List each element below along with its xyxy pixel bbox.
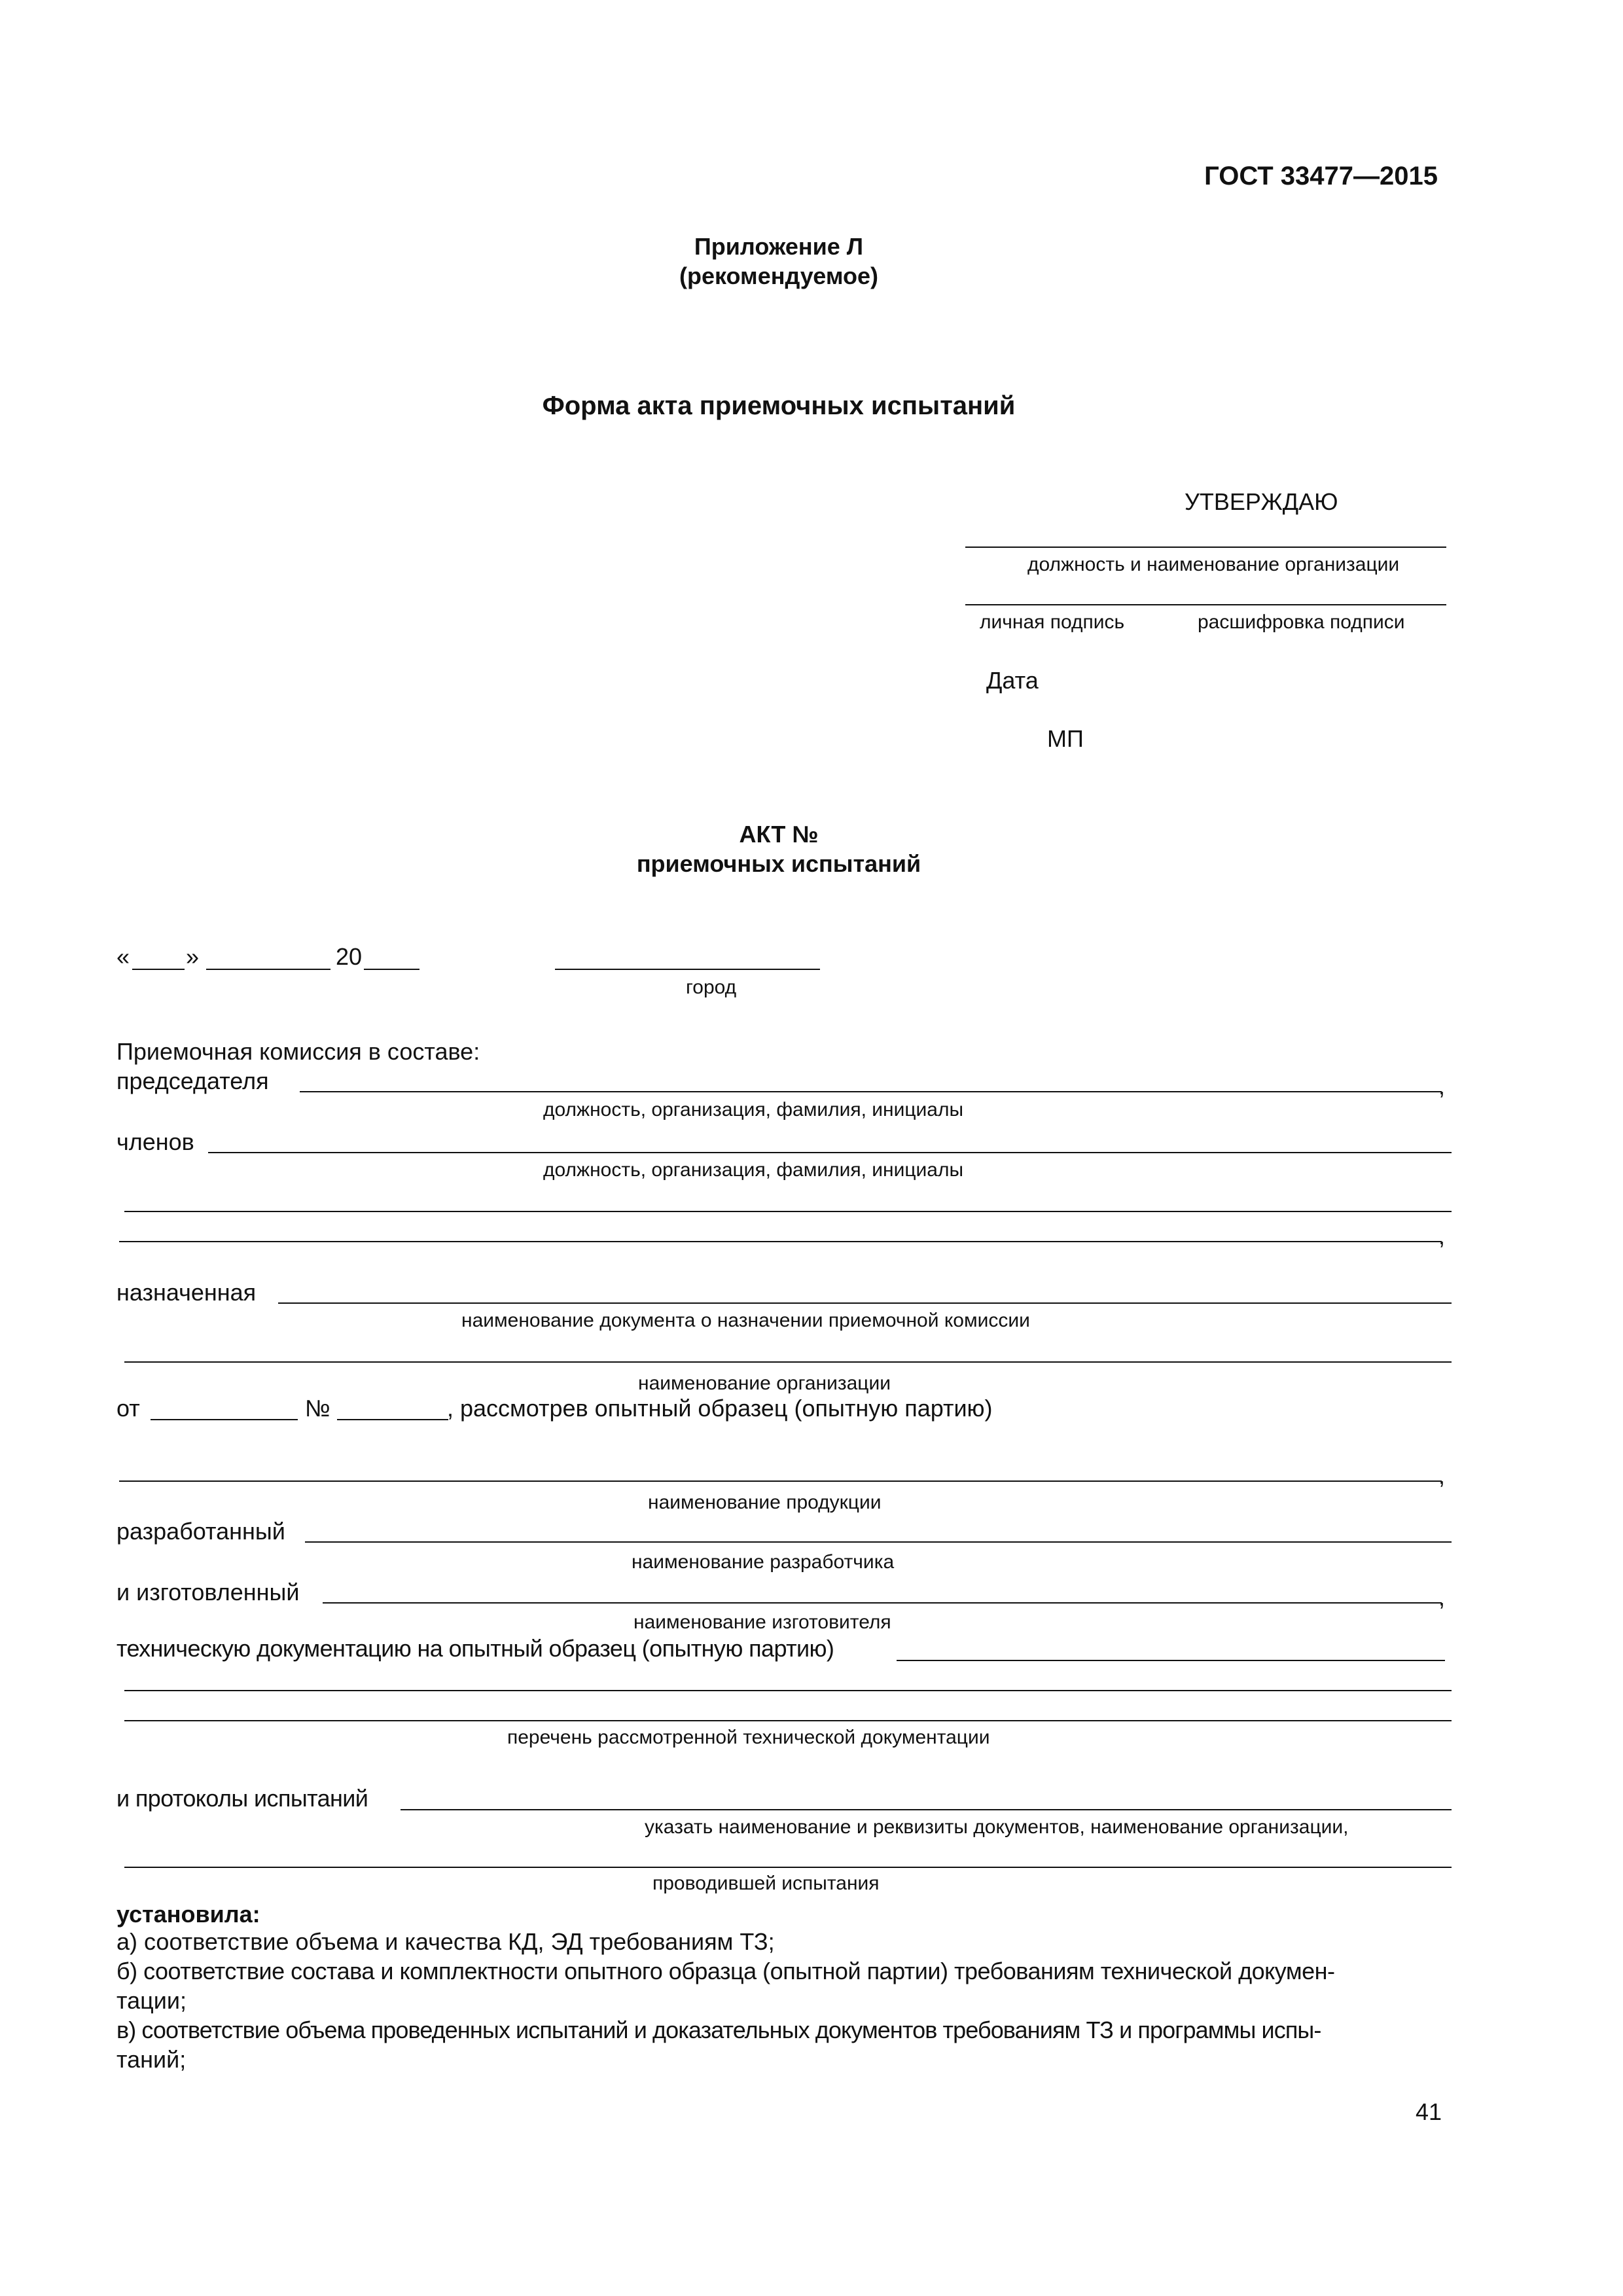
from-label: от [116,1395,140,1422]
finding-c-line-2: таний; [116,2046,187,2073]
members-line-3 [119,1241,1442,1242]
protocols-caption-2: проводившей испытания [652,1873,880,1894]
date-label: Дата [986,667,1039,694]
signature-decode-caption: расшифровка подписи [1198,611,1405,633]
approver-position-line [965,547,1446,548]
developer-line [305,1541,1452,1543]
day-blank-line [132,969,185,970]
chairman-caption: должность, организация, фамилия, инициалы [543,1099,964,1121]
tech-docs-label: техническую документацию на опытный образец (опытную партию) [116,1635,834,1662]
manufacturer-line [323,1602,1442,1604]
signature-caption: личная подпись [980,611,1125,633]
act-title: АКТ № [739,821,819,848]
manufacturer-caption: наименование изготовителя [633,1611,891,1633]
chairman-line [300,1091,1442,1092]
committee-intro: Приемочная комиссия в составе: [116,1038,480,1065]
appointment-org-caption: наименование организации [638,1372,891,1394]
act-subtitle: приемочных испытаний [636,850,921,877]
members-line-2 [124,1211,1452,1212]
date-quote-open: « [116,943,130,970]
product-caption: наименование продукции [648,1492,882,1513]
appointment-org-line [124,1361,1452,1363]
chairman-comma: , [1438,1073,1446,1100]
year-prefix: 20 [336,943,363,970]
reviewed-text: , рассмотрев опытный образец (опытную партию) [447,1395,993,1422]
findings-heading: установила: [116,1901,260,1928]
protocols-line-1 [401,1809,1452,1810]
manufacturer-label: и изготовленный [116,1579,300,1605]
seal-label: МП [1047,725,1084,752]
city-caption: город [686,977,737,998]
protocols-caption-1: указать наименование и реквизиты документов, наименование организации, [645,1816,1349,1838]
date-quote-close: » [186,943,200,970]
members-comma: , [1438,1223,1446,1249]
approver-position-caption: должность и наименование организации [1027,554,1400,575]
approver-signature-line [965,604,1446,605]
members-line-1 [208,1152,1452,1153]
appointment-doc-line [278,1302,1452,1304]
members-label: членов [116,1128,194,1155]
appointment-date-line [151,1419,298,1420]
tech-docs-line-1 [897,1660,1445,1661]
form-title: Форма акта приемочных испытаний [542,391,1016,420]
finding-b-line-1: б) соответствие состава и комплектности опытного образца (опытной партии) требованиям технической докумен- [116,1958,1335,1984]
finding-c-line-1: в) соответствие объема проведенных испытаний и доказательных документов требованиям ТЗ и программы испы- [116,2017,1321,2043]
appointed-label: назначенная [116,1279,257,1306]
manufacturer-comma: , [1438,1584,1446,1611]
approve-label: УТВЕРЖДАЮ [1185,488,1338,515]
appointment-doc-caption: наименование документа о назначении приемочной комиссии [461,1310,1030,1331]
tech-docs-line-3 [124,1720,1452,1721]
city-line [555,969,820,970]
chairman-label: председателя [116,1067,269,1094]
product-line [119,1480,1442,1482]
product-comma: , [1438,1462,1446,1489]
protocols-line-2 [124,1867,1452,1868]
month-blank-line [206,969,330,970]
developer-caption: наименование разработчика [632,1551,895,1573]
tech-docs-line-2 [124,1690,1452,1691]
page-number: 41 [1415,2098,1442,2125]
appendix-note: (рекомендуемое) [679,262,878,289]
appendix-title: Приложение Л [694,233,864,260]
appointment-number-line [337,1419,448,1420]
protocols-label: и протоколы испытаний [116,1785,368,1812]
year-blank-line [364,969,419,970]
developer-label: разработанный [116,1518,285,1545]
standard-number: ГОСТ 33477—2015 [1204,162,1438,190]
members-caption: должность, организация, фамилия, инициалы [543,1159,964,1181]
finding-a: а) соответствие объема и качества КД, ЭД требованиям ТЗ; [116,1928,775,1955]
number-sign: № [305,1395,330,1422]
tech-docs-caption: перечень рассмотренной технической документации [507,1727,990,1748]
finding-b-line-2: тации; [116,1987,187,2014]
